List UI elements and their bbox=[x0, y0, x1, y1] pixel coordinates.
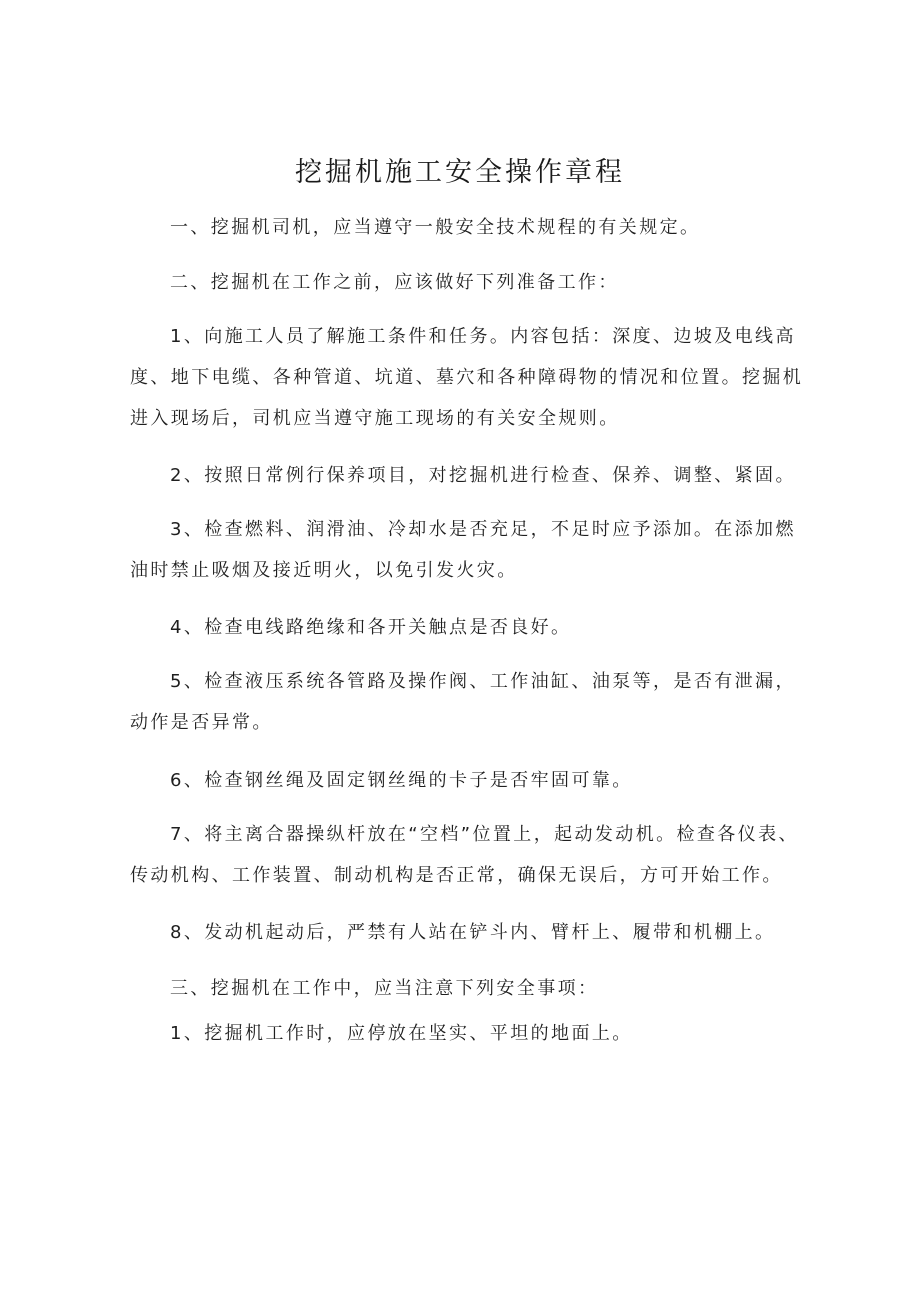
document-title: 挖掘机施工安全操作章程 bbox=[295, 157, 625, 188]
paragraph-section-3-item-1: 1、挖掘机工作时，应停放在坚实、平坦的地面上。 bbox=[170, 1023, 633, 1044]
paragraph-item-1: 1、向施工人员了解施工条件和任务。内容包括：深度、边坡及电线高度、地下电缆、各种管道、坑道、墓穴和各种障碍物的情况和位置。挖掘机进入现场后，司机应当遵守施工现场的有关安全规则。 bbox=[130, 326, 804, 429]
paragraph-section-3: 三、挖掘机在工作中，应当注意下列安全事项： bbox=[170, 978, 599, 999]
paragraph-item-8: 8、发动机起动后，严禁有人站在铲斗内、臂杆上、履带和机棚上。 bbox=[170, 922, 776, 943]
paragraph-section-1: 一、挖掘机司机，应当遵守一般安全技术规程的有关规定。 bbox=[170, 217, 701, 238]
paragraph-item-5: 5、检查液压系统各管路及操作阀、工作油缸、油泵等，是否有泄漏，动作是否异常。 bbox=[130, 671, 796, 733]
paragraph-item-2: 2、按照日常例行保养项目，对挖掘机进行检查、保养、调整、紧固。 bbox=[170, 465, 796, 486]
paragraph-item-6: 6、检查钢丝绳及固定钢丝绳的卡子是否牢固可靠。 bbox=[170, 770, 633, 791]
paragraph-item-3: 3、检查燃料、润滑油、冷却水是否充足，不足时应予添加。在添加燃油时禁止吸烟及接近明火，以免引发火灾。 bbox=[130, 519, 796, 581]
paragraph-section-2: 二、挖掘机在工作之前，应该做好下列准备工作： bbox=[170, 272, 619, 293]
paragraph-item-7: 7、将主离合器操纵杆放在“空档”位置上，起动发动机。检查各仪表、传动机构、工作装置、制动机构是否正常，确保无误后，方可开始工作。 bbox=[130, 824, 799, 886]
paragraph-item-4: 4、检查电线路绝缘和各开关触点是否良好。 bbox=[170, 617, 572, 638]
